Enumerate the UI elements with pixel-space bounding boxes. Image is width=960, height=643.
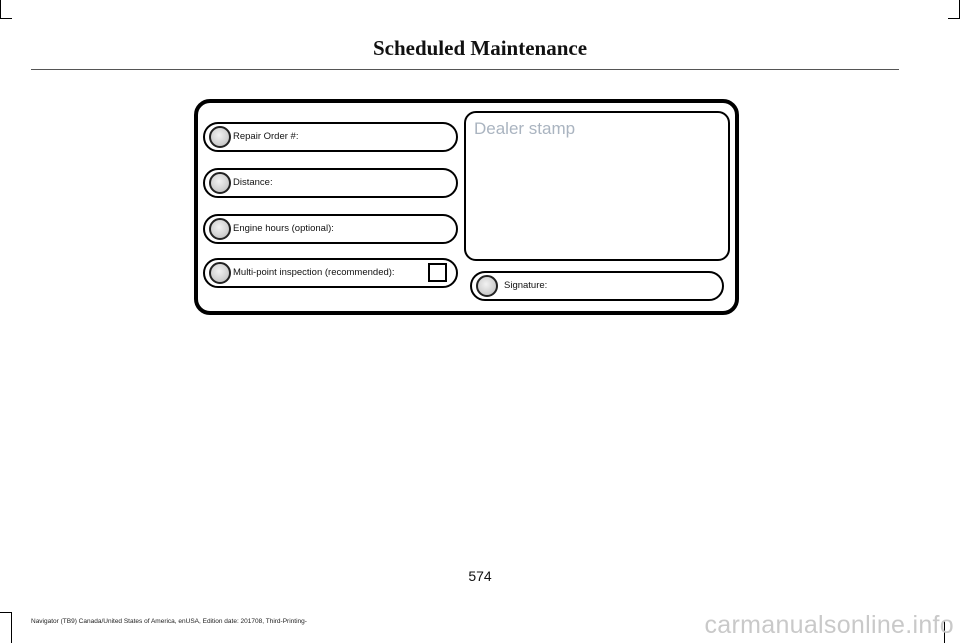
page-title: Scheduled Maintenance — [372, 36, 588, 60]
circle-bullet-icon — [209, 218, 231, 240]
title-rule — [31, 69, 899, 70]
crop-mark-top-left-h — [0, 18, 12, 19]
engine-hours-label: Engine hours (optional): — [233, 223, 334, 234]
edition-footer: Navigator (TB9) Canada/United States of America, enUSA, Edition date: 201708, Third-Printing- — [31, 618, 307, 625]
circle-bullet-icon — [209, 262, 231, 284]
multi-point-inspection-field — [203, 258, 458, 288]
maintenance-record-card — [194, 99, 739, 315]
crop-mark-top-right-h — [948, 18, 960, 19]
circle-bullet-icon — [476, 275, 498, 297]
crop-mark-bottom-left — [11, 612, 12, 643]
signature-field[interactable] — [470, 271, 724, 301]
inspection-checkbox[interactable] — [428, 263, 447, 282]
repair-order-field[interactable] — [203, 122, 458, 152]
repair-order-label: Repair Order #: — [233, 131, 299, 142]
engine-hours-field[interactable] — [203, 214, 458, 244]
signature-label: Signature: — [504, 280, 548, 291]
distance-field[interactable] — [203, 168, 458, 198]
distance-label: Distance: — [233, 177, 273, 188]
crop-mark-bottom-left-h — [0, 612, 12, 613]
crop-mark-top-left — [0, 0, 1, 18]
circle-bullet-icon — [209, 126, 231, 148]
dealer-stamp-box — [464, 111, 730, 261]
dealer-stamp-label: Dealer stamp — [474, 119, 576, 138]
page-number: 574 — [468, 568, 492, 584]
circle-bullet-icon — [209, 172, 231, 194]
watermark: carmanualsonline.info — [704, 611, 954, 639]
multi-point-inspection-label: Multi-point inspection (recommended): — [233, 267, 395, 278]
